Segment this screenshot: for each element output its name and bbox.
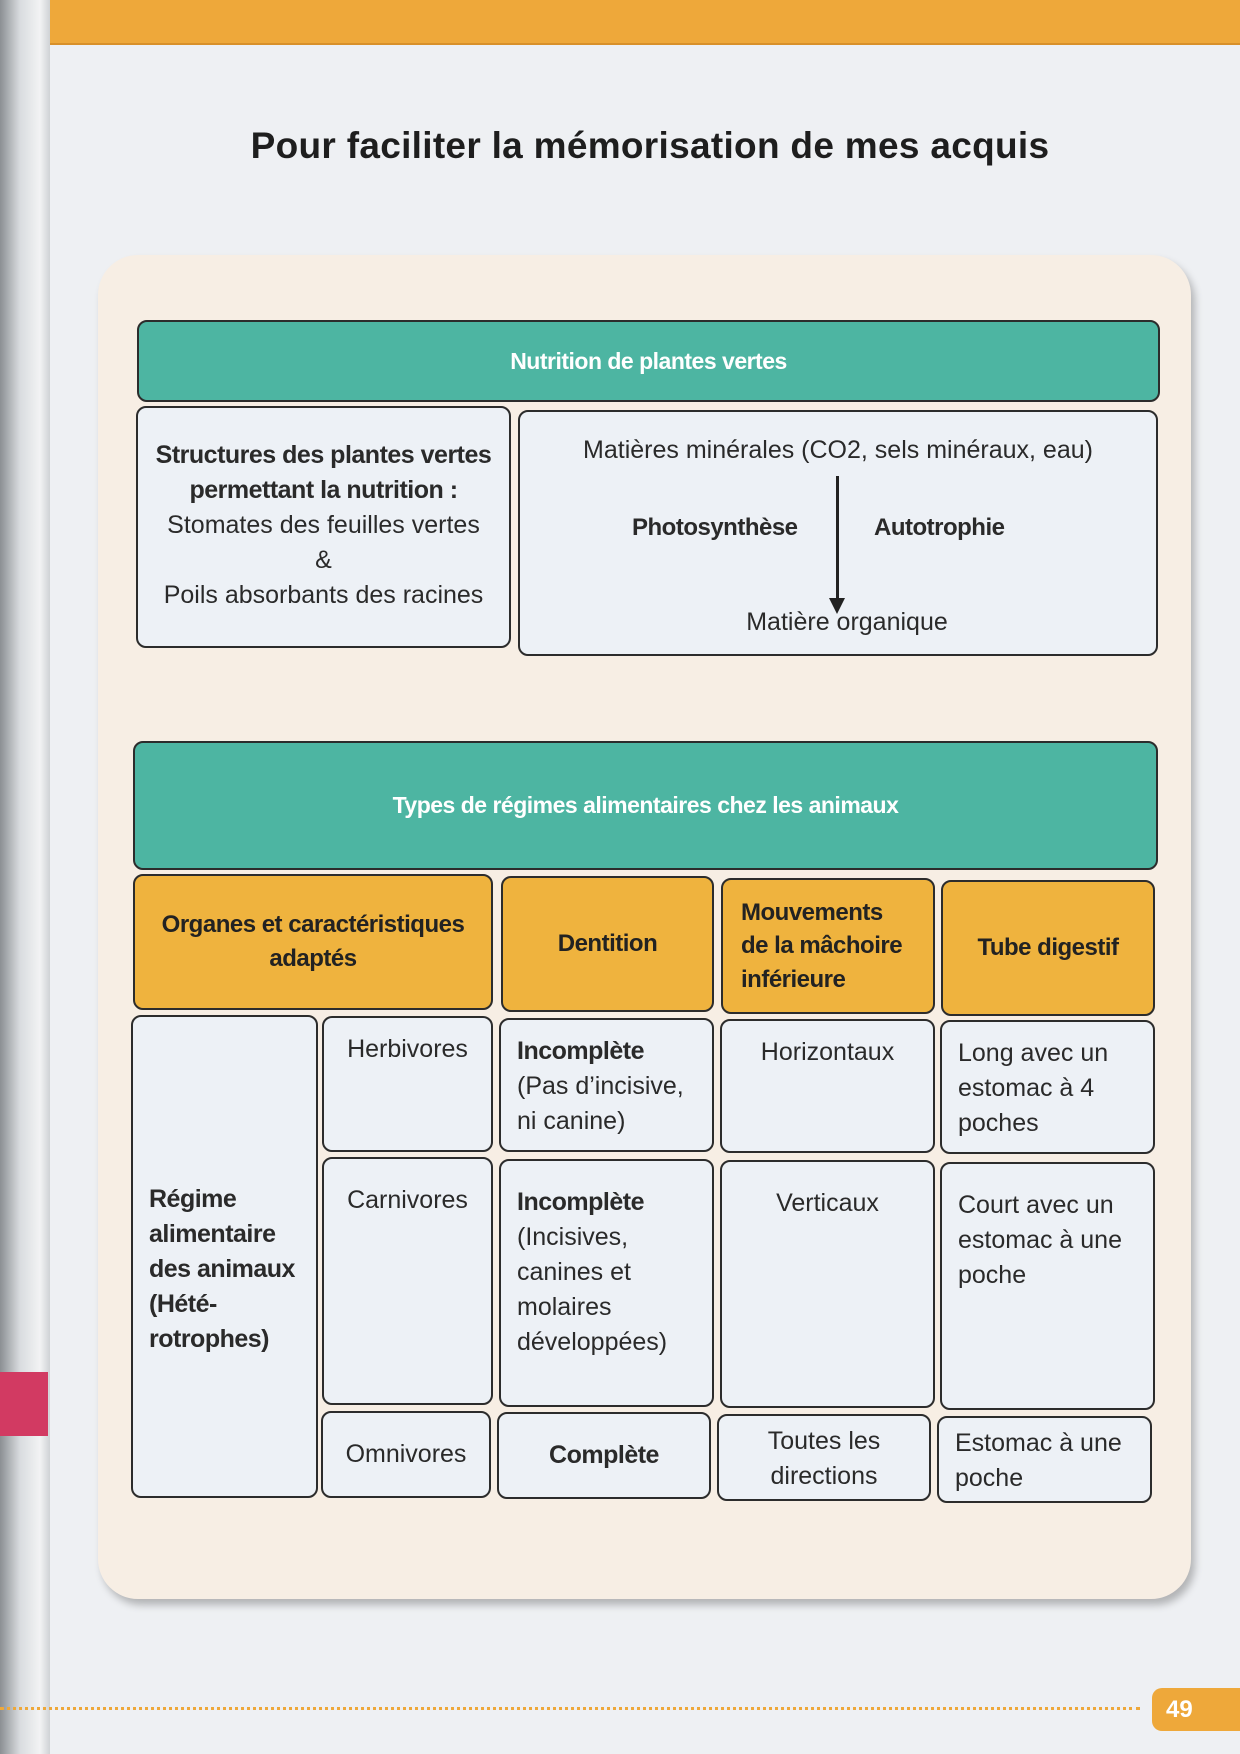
- nutrition-header: Nutrition de plantes vertes: [137, 320, 1160, 402]
- dentition-label: Incomplète: [517, 1188, 644, 1216]
- cell-mouvements-omnivores: Toutes les directions: [717, 1414, 931, 1501]
- cell-dentition-herbivores: [499, 1018, 714, 1152]
- page-number: 49: [1152, 1688, 1240, 1731]
- cell-mouvements-herbivores: Horizontaux: [720, 1019, 935, 1153]
- page-title: Pour faciliter la mémorisation de mes acquis: [250, 125, 1050, 166]
- process-box: [518, 410, 1158, 656]
- structures-title: Structures des plantes vertes permettant la nutrition :: [155, 441, 492, 504]
- column-header-dentition: Dentition: [501, 876, 714, 1012]
- cell-type-carnivores: Carnivores: [322, 1157, 493, 1405]
- footer-dotted-line: [0, 1707, 1140, 1710]
- column-header-organes: Organes et caractéristiques adaptés: [133, 874, 493, 1010]
- process-photosynthese: Photosynthèse: [632, 514, 798, 541]
- cell-tube-carnivores: Court avec un estomac à une poche: [940, 1162, 1155, 1410]
- cell-mouvements-carnivores: Verticaux: [720, 1160, 935, 1408]
- cell-dentition-omnivores: [497, 1412, 711, 1499]
- row-label-regime: Régime alimentaire des animaux (Hété-rotrophes): [131, 1015, 318, 1498]
- dentition-detail: (Incisives, canines et molaires développées): [517, 1223, 668, 1356]
- cell-tube-herbivores: Long avec un estomac à 4 poches: [940, 1020, 1155, 1154]
- cell-dentition-carnivores: [499, 1159, 714, 1407]
- column-header-mouvements: Mouvements de la mâchoire inférieure: [721, 878, 935, 1014]
- process-autotrophie: Autotrophie: [874, 514, 1005, 541]
- column-header-tube: Tube digestif: [941, 880, 1155, 1016]
- cell-tube-omnivores: Estomac à une poche: [937, 1416, 1152, 1503]
- structures-box: [136, 406, 511, 648]
- regimes-header: Types de régimes alimentaires chez les animaux: [133, 741, 1158, 870]
- dentition-label: Complète: [549, 1441, 659, 1469]
- process-output: Matière organique: [746, 608, 948, 636]
- process-input: Matières minérales (CO2, sels minéraux, eau): [583, 436, 1093, 464]
- structures-line1: Stomates des feuilles vertes: [167, 511, 480, 539]
- top-color-band: [50, 0, 1240, 45]
- structures-amp: &: [315, 546, 332, 574]
- arrow-down-icon: [836, 476, 839, 601]
- cell-type-herbivores: Herbivores: [322, 1016, 493, 1152]
- dentition-detail: (Pas d’incisive, ni canine): [517, 1072, 684, 1135]
- spine-marker: [0, 1372, 48, 1436]
- structures-line2: Poils absorbants des racines: [163, 581, 484, 609]
- book-spine: [0, 0, 50, 1754]
- dentition-label: Incomplète: [517, 1037, 644, 1065]
- cell-type-omnivores: Omnivores: [321, 1411, 491, 1498]
